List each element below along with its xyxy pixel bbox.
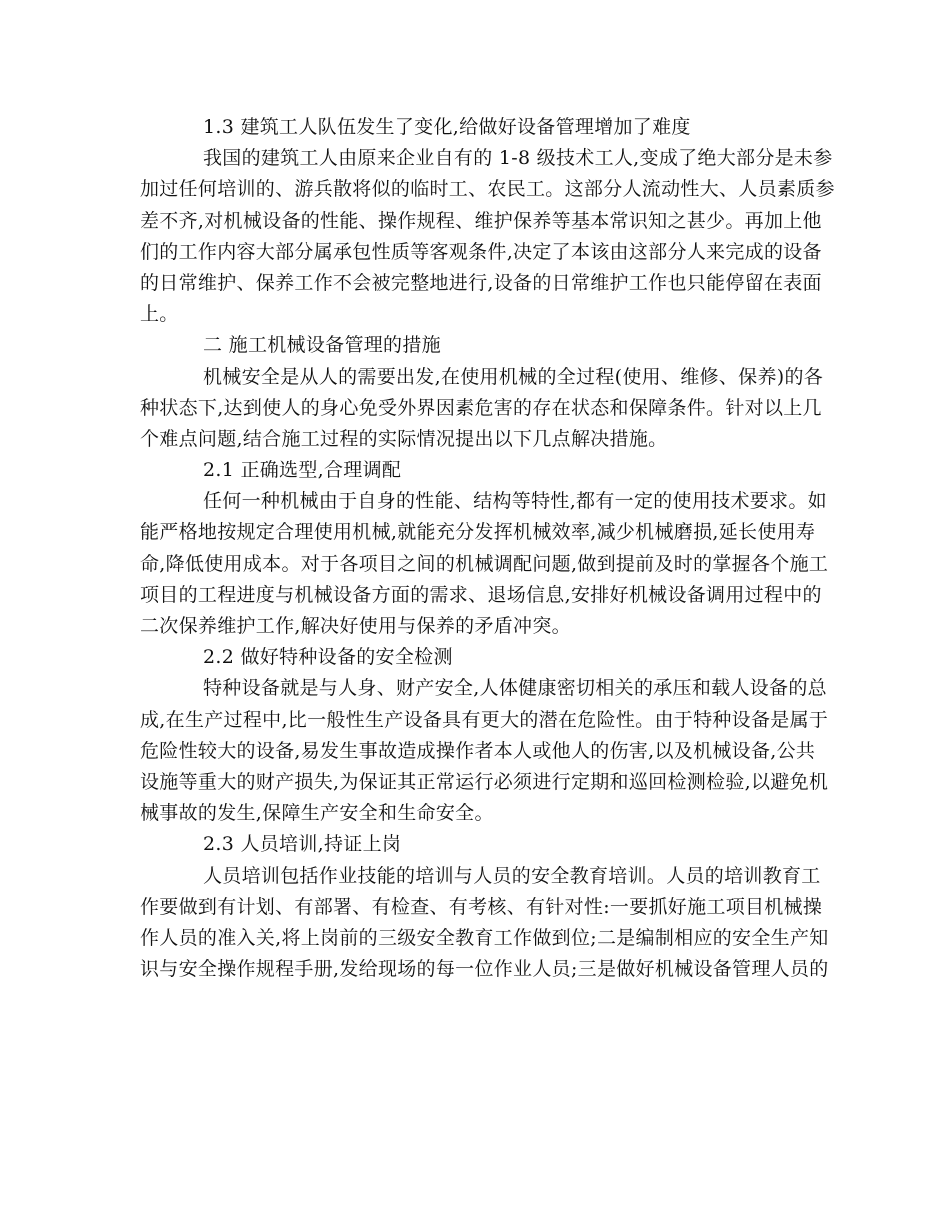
paragraph-line: 械事故的发生,保障生产安全和生命安全。 bbox=[140, 802, 494, 825]
paragraph-line: 我国的建筑工人由原来企业自有的 1-8 级技术工人,变成了绝大部分是未参 bbox=[203, 147, 833, 170]
paragraph-line: 种状态下,达到使人的身心免受外界因素危害的存在状态和保障条件。针对以上几 bbox=[140, 396, 822, 419]
paragraph-line: 差不齐,对机械设备的性能、操作规程、维护保养等基本常识知之甚少。再加上他 bbox=[140, 209, 822, 232]
paragraph-line: 个难点问题,结合施工过程的实际情况提出以下几点解决措施。 bbox=[140, 427, 668, 450]
paragraph-line: 作人员的准入关,将上岗前的三级安全教育工作做到位;二是编制相应的安全生产知 bbox=[140, 926, 829, 949]
paragraph-line: 二次保养维护工作,解决好使用与保养的矛盾冲突。 bbox=[140, 615, 571, 637]
paragraph-line: 上。 bbox=[140, 303, 179, 326]
document-page bbox=[140, 112, 835, 985]
paragraph-line: 任何一种机械由于自身的性能、结构等特性,都有一定的使用技术要求。如 bbox=[203, 490, 827, 513]
paragraph-line: 危险性较大的设备,易发生事故造成操作者本人或他人的伤害,以及机械设备,公共 bbox=[140, 739, 816, 762]
section-heading: 2.1 正确选型,合理调配 bbox=[203, 459, 402, 482]
paragraph-line: 加过任何培训的、游兵散将似的临时工、农民工。这部分人流动性大、人员素质参 bbox=[140, 178, 835, 201]
paragraph-line: 成,在生产过程中,比一般性生产设备具有更大的潜在危险性。由于特种设备是属于 bbox=[140, 708, 829, 731]
paragraph-line: 作要做到有计划、有部署、有检查、有考核、有针对性:一要抓好施工项目机械操 bbox=[140, 895, 823, 918]
paragraph-line: 识与安全操作规程手册,发给现场的每一位作业人员;三是做好机械设备管理人员的 bbox=[140, 958, 829, 981]
paragraph-line: 人员培训包括作业技能的培训与人员的安全教育培训。人员的培训教育工 bbox=[203, 864, 821, 887]
section-heading: 二 施工机械设备管理的措施 bbox=[203, 334, 441, 357]
paragraph-line: 的日常维护、保养工作不会被完整地进行,设备的日常维护工作也只能停留在表面 bbox=[140, 271, 822, 294]
paragraph-line: 能严格地按规定合理使用机械,就能充分发挥机械效率,减少机械磨损,延长使用寿 bbox=[140, 521, 816, 544]
paragraph-line: 项目的工程进度与机械设备方面的需求、退场信息,安排好机械设备调用过程中的 bbox=[140, 583, 822, 606]
section-heading: 1.3 建筑工人队伍发生了变化,给做好设备管理增加了难度 bbox=[203, 116, 691, 138]
paragraph-line: 机械安全是从人的需要出发,在使用机械的全过程(使用、维修、保养)的各 bbox=[203, 365, 824, 388]
section-heading: 2.3 人员培训,持证上岗 bbox=[203, 833, 402, 856]
paragraph-line: 设施等重大的财产损失,为保证其正常运行必须进行定期和巡回检测检验,以避免机 bbox=[140, 770, 829, 793]
paragraph-line: 特种设备就是与人身、财产安全,人体健康密切相关的承压和载人设备的总 bbox=[203, 677, 827, 700]
paragraph-line: 们的工作内容大部分属承包性质等客观条件,决定了本该由这部分人来完成的设备 bbox=[140, 240, 822, 263]
paragraph-line: 命,降低使用成本。对于各项目之间的机械调配问题,做到提前及时的掌握各个施工 bbox=[140, 552, 829, 575]
section-heading: 2.2 做好特种设备的安全检测 bbox=[203, 646, 453, 669]
